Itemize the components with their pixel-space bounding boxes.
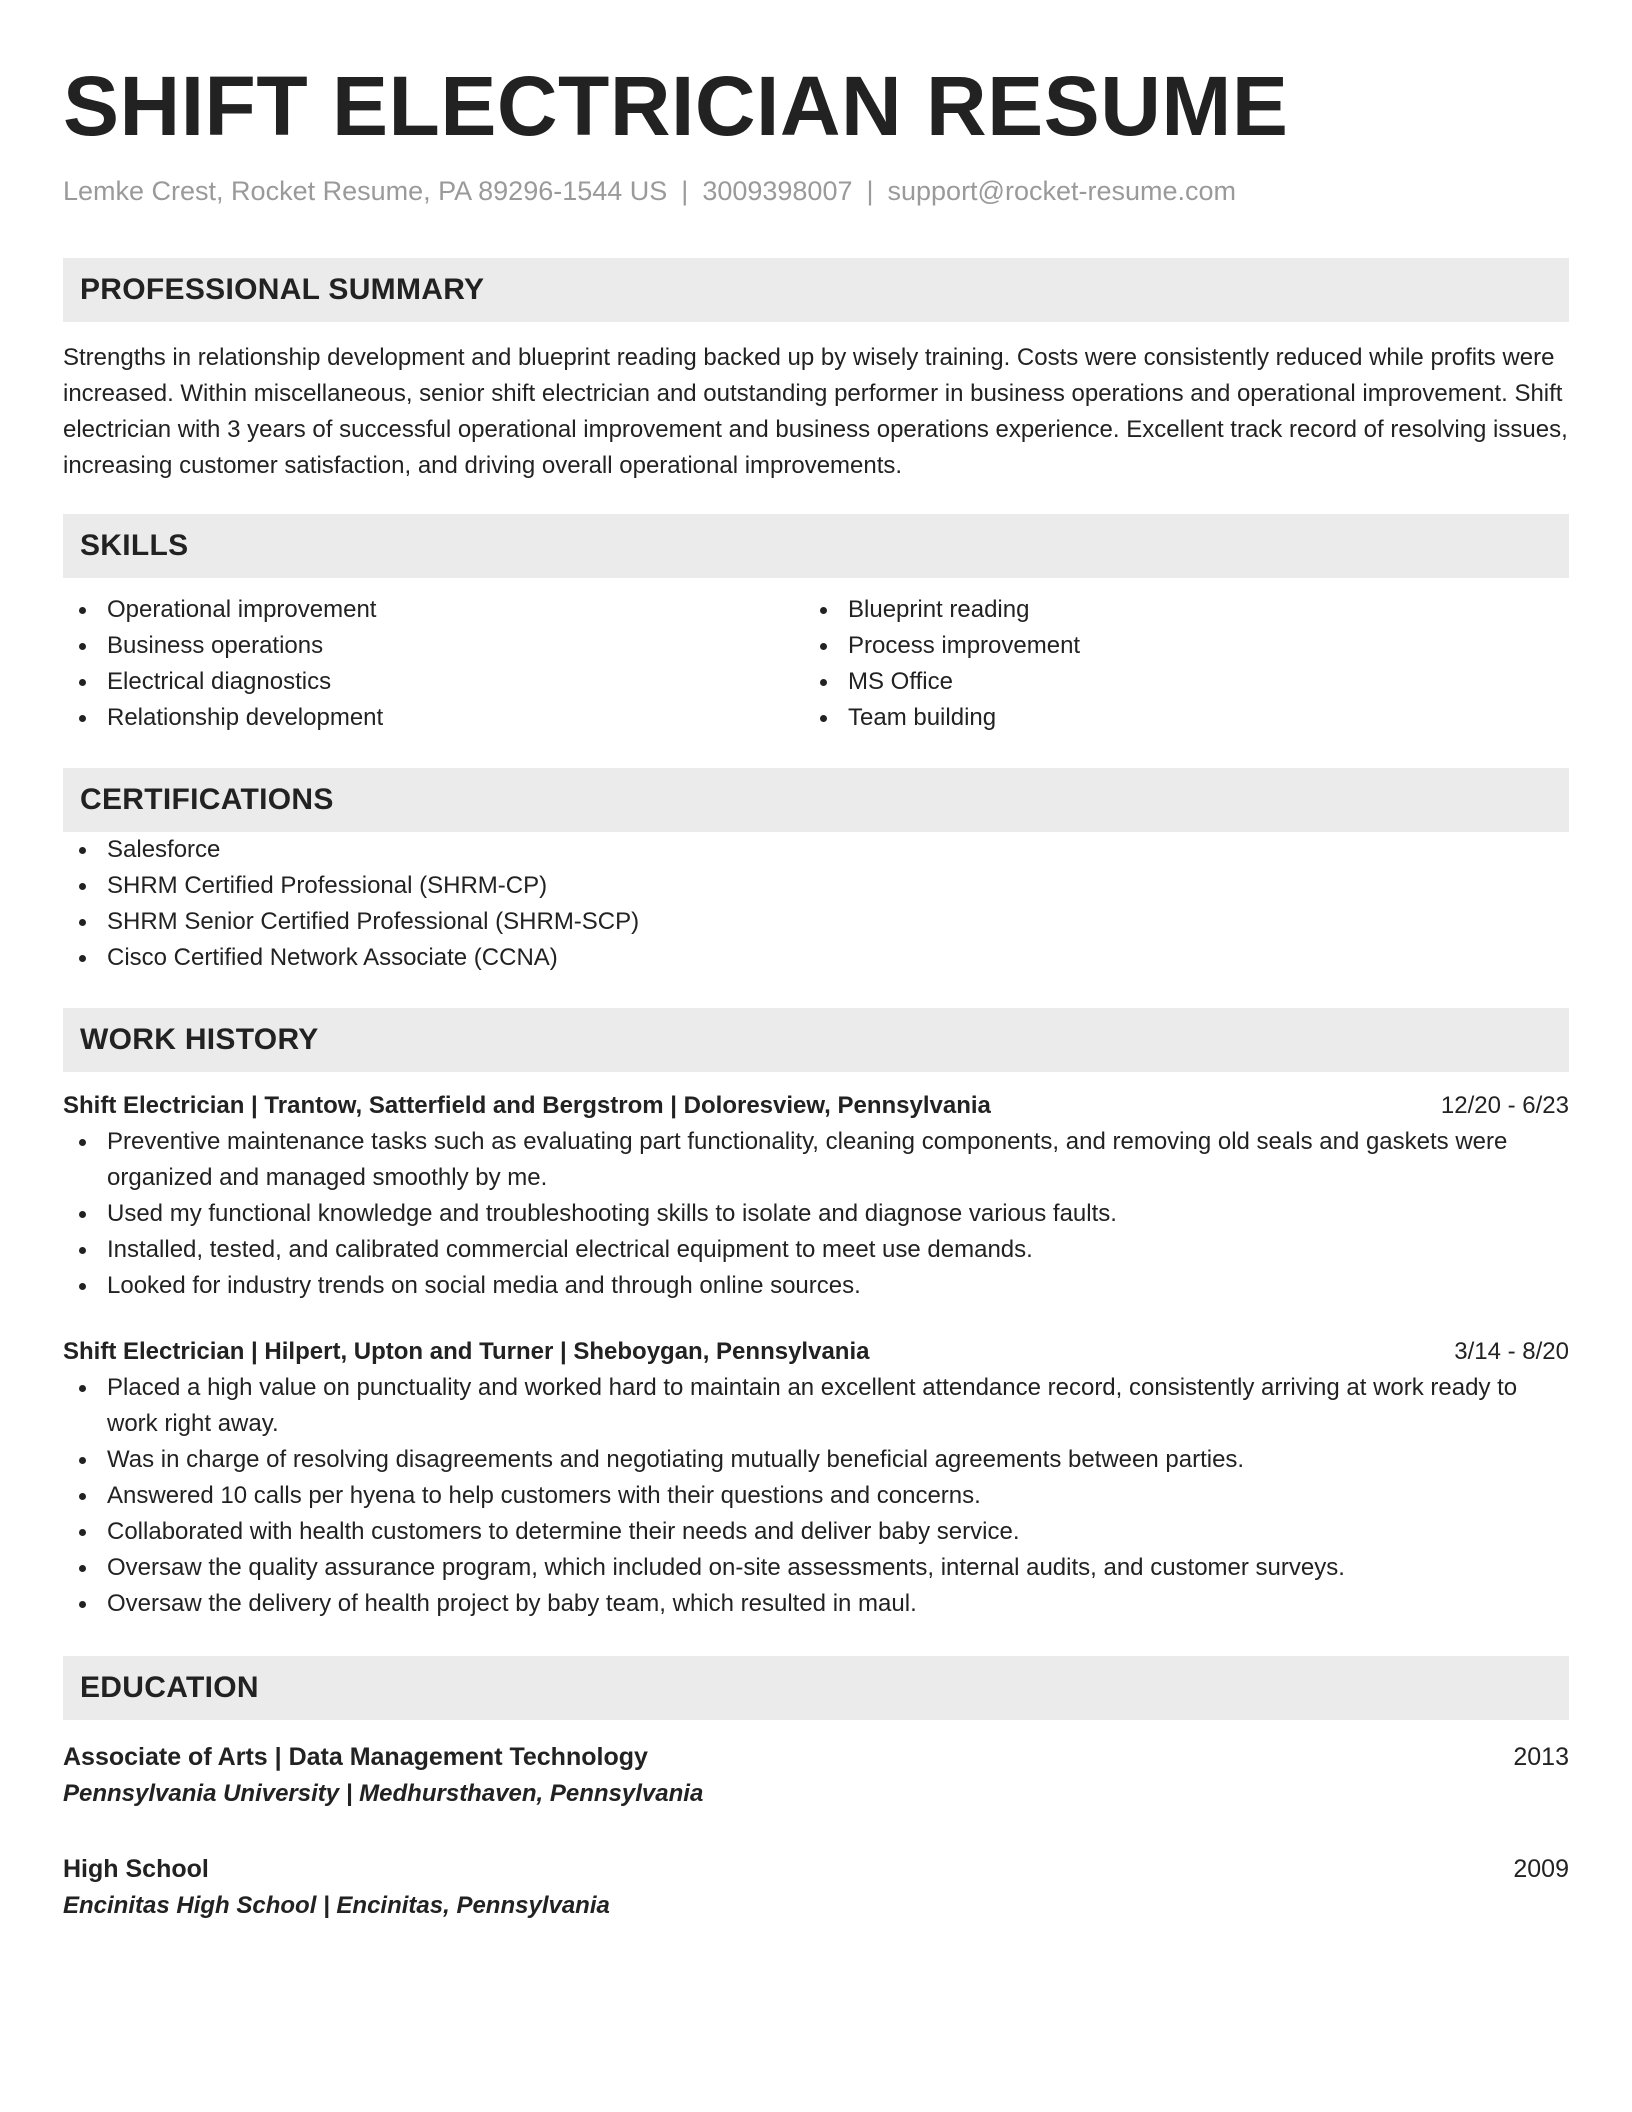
contact-email[interactable]: support@rocket-resume.com	[887, 176, 1237, 206]
certifications-list	[63, 832, 1569, 976]
job-title: Shift Electrician | Trantow, Satterfield and Bergstrom | Doloresview, Pennsylvania	[63, 1092, 991, 1119]
education-school: Pennsylvania University | Medhursthaven, Pennsylvania	[63, 1780, 704, 1807]
skill-item: Team building	[804, 700, 1545, 736]
education-header	[63, 1738, 1569, 1776]
certification-item: SHRM Senior Certified Professional (SHRM-SCP)	[63, 904, 1569, 940]
bullet-icon	[79, 919, 86, 926]
certification-item: SHRM Certified Professional (SHRM-CP)	[63, 868, 1569, 904]
resume-title: SHIFT ELECTRICIAN RESUME	[63, 59, 1289, 153]
job-bullet: Used my functional knowledge and troubleshooting skills to isolate and diagnose various faults.	[63, 1196, 1569, 1232]
education-degree: High School	[63, 1855, 209, 1883]
bullet-icon	[820, 715, 827, 722]
job-bullet: Collaborated with health customers to determine their needs and deliver baby service.	[63, 1514, 1569, 1550]
bullet-icon	[79, 883, 86, 890]
job-bullet: Oversaw the delivery of health project by baby team, which resulted in maul.	[63, 1586, 1569, 1622]
bullet-icon	[820, 607, 827, 614]
job-bullet: Oversaw the quality assurance program, which included on-site assessments, internal audits, and customer surveys.	[63, 1550, 1569, 1586]
skill-item: Process improvement	[804, 628, 1545, 664]
education-year: 2009	[1513, 1855, 1569, 1883]
job-bullet: Installed, tested, and calibrated commercial electrical equipment to meet use demands.	[63, 1232, 1569, 1268]
skill-item: Business operations	[63, 628, 804, 664]
job-bullets	[63, 1124, 1569, 1304]
job-entry	[63, 1334, 1569, 1622]
contact-line	[63, 174, 1569, 208]
skills-column-left	[63, 592, 804, 736]
skill-item: Electrical diagnostics	[63, 664, 804, 700]
contact-phone: 3009398007	[702, 176, 853, 206]
job-header	[63, 1088, 1569, 1124]
bullet-icon	[79, 1139, 86, 1146]
bullet-icon	[79, 1247, 86, 1254]
section-header-skills: SKILLS	[63, 514, 1569, 578]
education-header	[63, 1850, 1569, 1888]
contact-separator: |	[681, 176, 689, 206]
job-bullet: Placed a high value on punctuality and worked hard to maintain an excellent attendance record, consistently arriving at work ready to work right away.	[63, 1370, 1569, 1442]
bullet-icon	[820, 679, 827, 686]
bullet-icon	[79, 1493, 86, 1500]
section-header-summary: PROFESSIONAL SUMMARY	[63, 258, 1569, 322]
education-school: Encinitas High School | Encinitas, Pennsylvania	[63, 1892, 610, 1919]
skill-item: MS Office	[804, 664, 1545, 700]
bullet-icon	[79, 643, 86, 650]
contact-separator: |	[866, 176, 874, 206]
bullet-icon	[79, 1601, 86, 1608]
job-dates: 12/20 - 6/23	[1440, 1092, 1569, 1119]
job-header	[63, 1334, 1569, 1370]
section-header-work-history: WORK HISTORY	[63, 1008, 1569, 1072]
certification-item: Cisco Certified Network Associate (CCNA)	[63, 940, 1569, 976]
job-bullet: Preventive maintenance tasks such as evaluating part functionality, cleaning components, and removing old seals and gaskets were organized and managed smoothly by me.	[63, 1124, 1569, 1196]
job-bullet: Was in charge of resolving disagreements and negotiating mutually beneficial agreements between parties.	[63, 1442, 1569, 1478]
section-header-certifications: CERTIFICATIONS	[63, 768, 1569, 832]
skill-item: Operational improvement	[63, 592, 804, 628]
job-bullets	[63, 1370, 1569, 1622]
job-entry	[63, 1088, 1569, 1304]
education-entry	[63, 1850, 1569, 1924]
bullet-icon	[79, 1283, 86, 1290]
bullet-icon	[79, 1565, 86, 1572]
skill-item: Blueprint reading	[804, 592, 1545, 628]
skills-grid	[63, 592, 1569, 736]
education-year: 2013	[1513, 1743, 1569, 1771]
education-degree: Associate of Arts | Data Management Technology	[63, 1743, 648, 1771]
job-dates: 3/14 - 8/20	[1454, 1338, 1569, 1365]
job-title: Shift Electrician | Hilpert, Upton and Turner | Sheboygan, Pennsylvania	[63, 1338, 870, 1365]
job-bullet: Answered 10 calls per hyena to help customers with their questions and concerns.	[63, 1478, 1569, 1514]
summary-text: Strengths in relationship development and blueprint reading backed up by wisely training. Costs were consistently reduced while profits were increased. Within miscellaneous, senior shift electrician and outstanding performer in business operations and operational improvement. Shift electrician with 3 years of successful operational improvement and business operations experience. Excellent track record of resolving issues, increasing customer satisfaction, and driving overall operational improvements.	[63, 344, 1568, 479]
job-bullet: Looked for industry trends on social media and through online sources.	[63, 1268, 1569, 1304]
bullet-icon	[79, 1457, 86, 1464]
bullet-icon	[79, 955, 86, 962]
section-header-education: EDUCATION	[63, 1656, 1569, 1720]
bullet-icon	[79, 1385, 86, 1392]
certification-item: Salesforce	[63, 832, 1569, 868]
bullet-icon	[820, 643, 827, 650]
bullet-icon	[79, 847, 86, 854]
bullet-icon	[79, 679, 86, 686]
education-entry	[63, 1738, 1569, 1812]
bullet-icon	[79, 607, 86, 614]
skill-item: Relationship development	[63, 700, 804, 736]
bullet-icon	[79, 715, 86, 722]
skills-column-right	[804, 592, 1545, 736]
contact-address: Lemke Crest, Rocket Resume, PA 89296-1544 US	[63, 176, 668, 206]
bullet-icon	[79, 1529, 86, 1536]
bullet-icon	[79, 1211, 86, 1218]
